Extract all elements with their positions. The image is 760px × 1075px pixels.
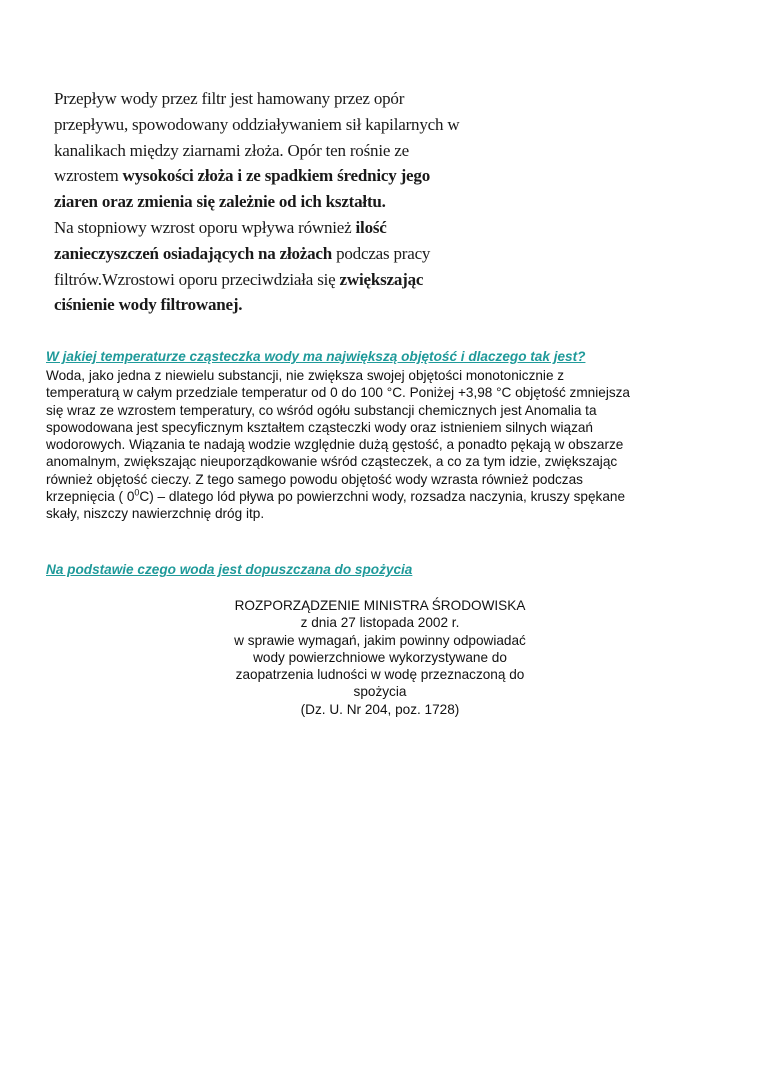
regulation-line: w sprawie wymagań, jakim powinny odpowiadać <box>234 632 526 648</box>
excerpt-text: filtrów.Wzrostowi oporu przeciwdziała się <box>54 269 340 289</box>
excerpt-line <box>54 189 454 215</box>
answer-text: C) – dlatego lód pływa po powierzchni wody, rozsadza naczynia, kruszy spękane <box>139 489 626 505</box>
answer-line: temperaturą w całym przedziale temperatur od 0 do 100 °C. Poniżej +3,98 °C objętość zmniejsza <box>46 385 630 401</box>
degree-superscript: 0 <box>134 487 140 498</box>
excerpt-line: kanalikach między ziarnami złoża. Opór ten rośnie ze <box>54 140 409 160</box>
excerpt-emphasis: zwiększając <box>339 269 424 289</box>
answer-line: skały, niszczy nawierzchnię dróg itp. <box>46 506 265 522</box>
regulation-line: zaopatrzenia ludności w wodę przeznaczoną do <box>235 667 525 683</box>
answer-line: Woda, jako jedna z niewielu substancji, nie zwiększa swojej objętości monotonicznie z <box>46 368 565 383</box>
regulation-line: z dnia 27 listopada 2002 r. <box>300 615 460 631</box>
regulation-line: ROZPORZĄDZENIE MINISTRA ŚRODOWISKA <box>234 598 526 613</box>
regulation-line: wody powierzchniowe wykorzystywane do <box>253 649 507 665</box>
answer-line: spowodowana jest specyficznym kształtem cząsteczki wody oraz istnieniem silnych wiązań <box>46 419 593 435</box>
excerpt-line <box>54 215 454 241</box>
regulation-line: spożycia <box>353 684 407 700</box>
excerpt-text: wzrostem <box>54 166 123 186</box>
excerpt-emphasis: ciśnienie wody filtrowanej. <box>54 295 243 315</box>
excerpt-text: podczas pracy <box>332 243 431 263</box>
answer-line <box>46 488 736 505</box>
excerpt-emphasis: wysokości złoża i ze spadkiem średnicy jego <box>122 166 430 186</box>
excerpt-line: przepływu, spowodowany oddziaływaniem sił kapilarnych w <box>54 114 460 134</box>
answer-temperature <box>46 367 736 523</box>
excerpt-line <box>54 241 454 267</box>
answer-text: krzepnięcia ( 0 <box>46 489 135 505</box>
answer-line: również objętość cieczy. Z tego samego powodu objętość wody wzrasta również podczas <box>46 471 583 487</box>
excerpt-emphasis: ilość <box>355 217 387 237</box>
question-heading-drinking-water: Na podstawie czego woda jest dopuszczana do spożycia <box>46 562 413 577</box>
answer-line: anomalnym, zwiększając nieuporządkowanie wśród cząsteczek, a co za tym idzie, zwiększając <box>46 454 618 470</box>
excerpt-emphasis: zanieczyszczeń osiadających na złożach <box>54 243 333 263</box>
scanned-excerpt <box>54 86 460 318</box>
excerpt-text: Na stopniowy wzrost oporu wpływa również <box>54 217 356 237</box>
excerpt-line: Przepływ wody przez filtr jest hamowany przez opór <box>54 89 405 108</box>
excerpt-line <box>54 267 454 293</box>
excerpt-line <box>54 292 454 318</box>
regulation-citation <box>185 597 575 718</box>
question-heading-temperature: W jakiej temperaturze cząsteczka wody ma największą objętość i dlaczego tak jest? <box>46 349 586 364</box>
answer-line: się wraz ze wzrostem temperatury, co wśród ogółu substancji chemicznych jest Anomalia ta <box>46 402 597 418</box>
answer-line: wodorowych. Wiązania te nadają wodzie względnie dużą gęstość, a ponadto pękają w obszarze <box>46 437 624 453</box>
excerpt-line <box>54 163 454 189</box>
regulation-line: (Dz. U. Nr 204, poz. 1728) <box>300 701 460 717</box>
excerpt-emphasis: ziaren oraz zmienia się zależnie od ich kształtu. <box>54 192 386 212</box>
